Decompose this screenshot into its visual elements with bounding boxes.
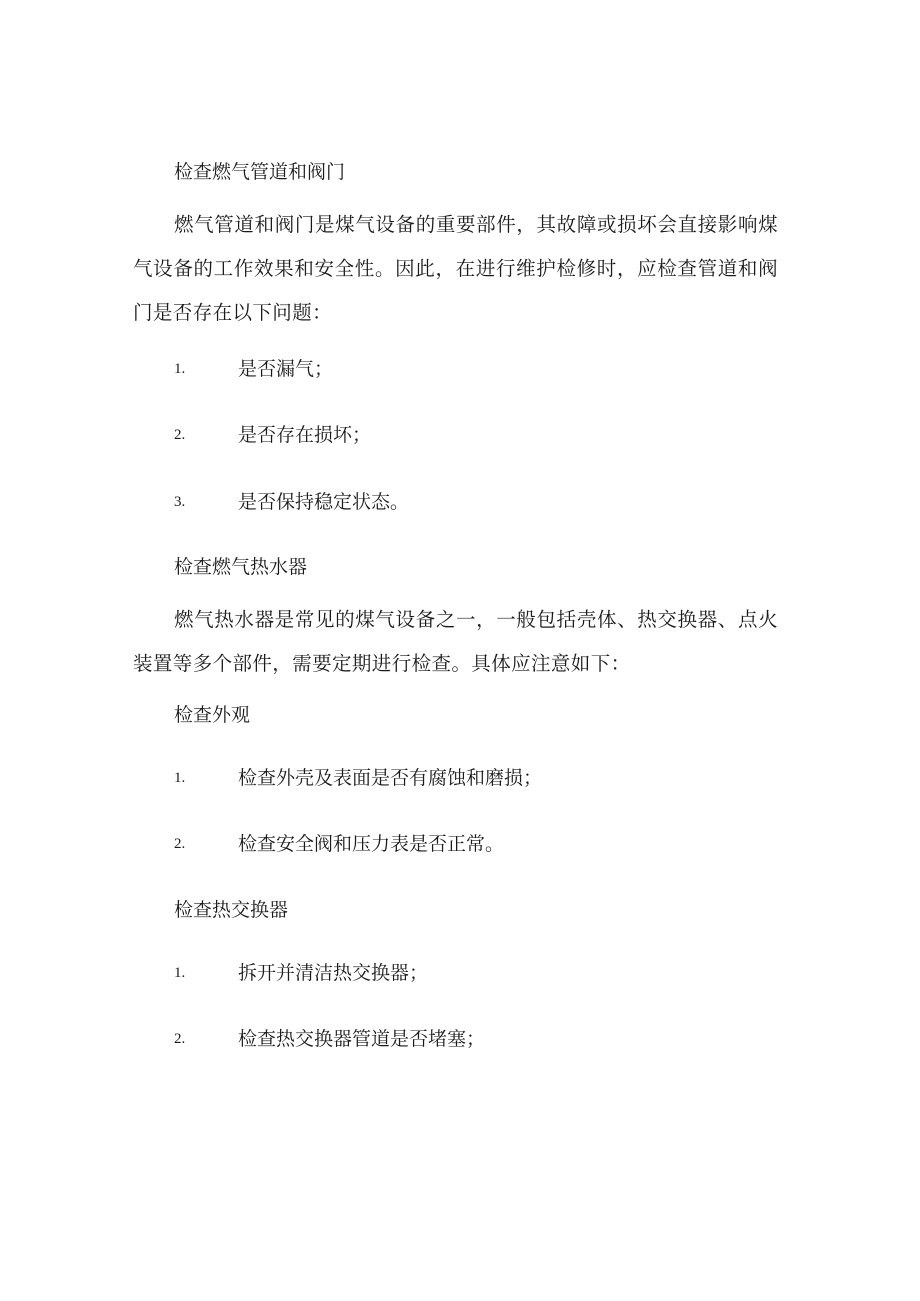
section-heading-exchanger: 检查热交换器 (174, 899, 289, 921)
paragraph-pipes: 燃气管道和阀门是煤气设备的重要部件，其故障或损坏会直接影响煤气设备的工作效果和安全性。因此，在进行维护检修时，应检查管道和阀门是否存在以下问题： (133, 213, 778, 324)
list-item-number: 2. (174, 836, 186, 852)
list-item-text: 是否存在损坏； (238, 424, 372, 446)
list-item-text: 是否保持稳定状态。 (238, 491, 410, 513)
list-item-text: 拆开并清洁热交换器； (238, 962, 429, 984)
section-heading-pipes: 检查燃气管道和阀门 (174, 161, 346, 183)
list-item-text: 检查外壳及表面是否有腐蚀和磨损； (238, 767, 543, 789)
list-item-number: 1. (174, 361, 186, 377)
list-item-text: 检查安全阀和压力表是否正常。 (238, 833, 505, 855)
list-item-number: 1. (174, 770, 186, 786)
paragraph-heater: 燃气热水器是常见的煤气设备之一，一般包括壳体、热交换器、点火装置等多个部件，需要定期进行检查。具体应注意如下： (133, 608, 778, 675)
section-heading-heater: 检查燃气热水器 (174, 556, 308, 578)
list-item-number: 2. (174, 1031, 186, 1047)
list-item-number: 1. (174, 965, 186, 981)
list-item-text: 检查热交换器管道是否堵塞； (238, 1028, 486, 1050)
list-item-number: 3. (174, 494, 186, 510)
list-item-text: 是否漏气； (238, 358, 334, 380)
section-heading-appearance: 检查外观 (174, 704, 251, 726)
list-item-number: 2. (174, 427, 186, 443)
